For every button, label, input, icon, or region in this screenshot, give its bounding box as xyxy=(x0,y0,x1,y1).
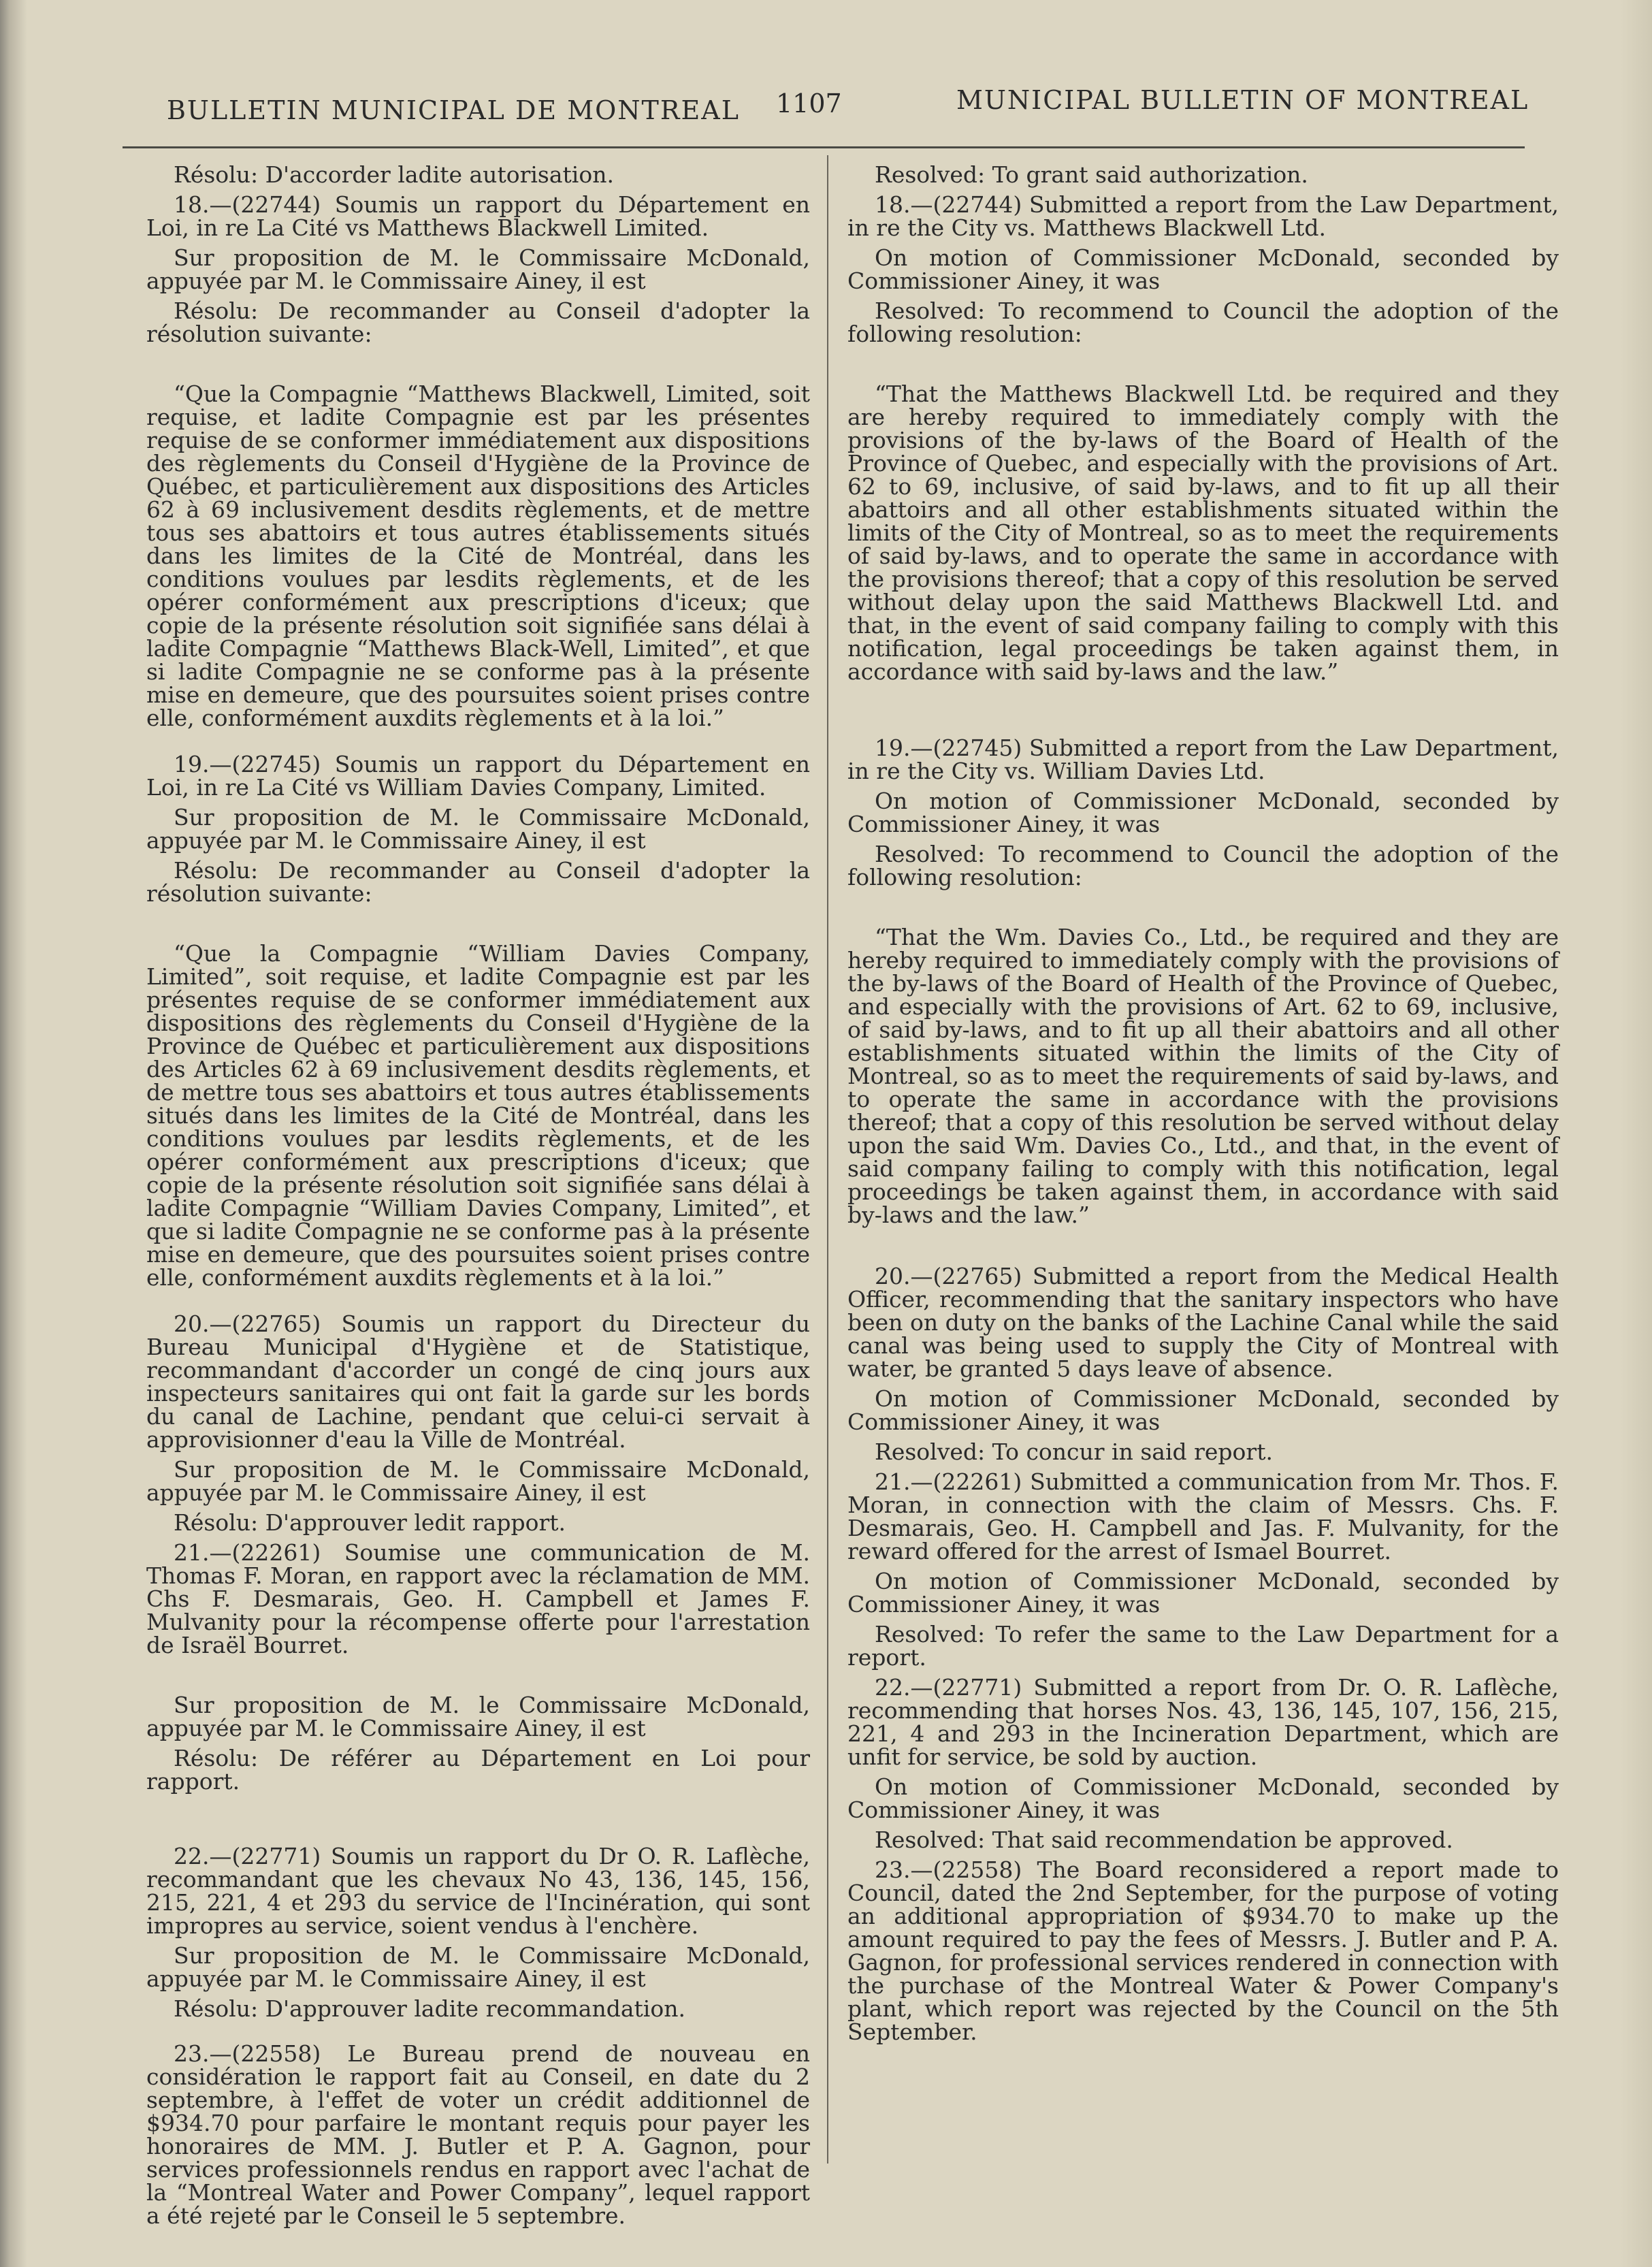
paragraph: Résolu: De référer au Département en Loi pour rapport. xyxy=(146,1745,810,1795)
paragraph: Résolu: De recommander au Conseil d'adopter la résolution suivante: xyxy=(146,857,810,907)
paragraph: 19.—(22745) Soumis un rapport du Département en Loi, in re La Cité vs William Davies Company, Limited. xyxy=(146,751,810,801)
paragraph: 21.—(22261) Soumise une communication de M. Thomas F. Moran, en rapport avec la réclamation de MM. Chs F. Desmarais, Geo. H. Campbell et James F. Mulvanity pour la récompense offerte pour l'arrestation de Israël Bourret. xyxy=(146,1539,810,1658)
english-column xyxy=(847,163,1559,2051)
paragraph: Résolu: D'approuver ladite recommandation. xyxy=(174,1995,685,2022)
spacer xyxy=(146,1664,810,1694)
paragraph: 18.—(22744) Submitted a report from the Law Department, in re the City vs. Matthews Blackwell Ltd. xyxy=(847,191,1559,241)
column-divider xyxy=(827,155,828,2164)
paragraph: On motion of Commissioner McDonald, seconded by Commissioner Ainey, it was xyxy=(847,1385,1559,1435)
spacer xyxy=(847,1235,1559,1265)
paragraph: 22.—(22771) Submitted a report from Dr. O. R. Laflèche, recommending that horses Nos. 43, 136, 145, 107, 156, 215, 221, 4 and 293 in the Incineration Department, which are unfit for service, be sold by auction. xyxy=(847,1674,1559,1770)
quoted-resolution: “That the Wm. Davies Co., Ltd., be required and they are hereby required to immediately comply with the provisions of the by-laws of the Board of Health of the Province of Quebec, and especially with the provisions of Art. 62 to 69, inclusive, of said by-laws, and to fit up all their abattoirs and all other establishments situated within the limits of the City of Montreal, so as to meet the requirements of said by-laws, and to operate the same in accordance with the provisions thereof; that a copy of this resolution be served without delay upon the said Wm. Davies Co., Ltd., and that, in the event of said company failing to comply with this notification, legal proceedings be taken against them, in accordance with said by-laws and the law.” xyxy=(847,924,1559,1228)
paragraph: On motion of Commissioner McDonald, seconded by Commissioner Ainey, it was xyxy=(847,788,1559,837)
paragraph: Resolved: To grant said authorization. xyxy=(875,161,1308,188)
quoted-resolution: “Que la Compagnie “Matthews Blackwell, Limited, soit requise, et ladite Compagnie est par les présentes requise de se conformer immédiatement aux dispositions des règlements du Conseil d'Hygiène de la Province de Québec, et particulièrement aux dispositions des Articles 62 à 69 inclusivement desdits règlements, et de mettre tous ses abattoirs et tous autres établissements situés dans les limites de la Cité de Montréal, dans les conditions voulues par lesdits règlements, et de les opérer conformément aux prescriptions d'iceux; que copie de la présente résolution soit signifiée sans délai à ladite Compagnie “Matthews Black-Well, Limited”, et que si ladite Compagnie ne se conforme pas à la présente mise en demeure, que des poursuites soient prises contre elle, conformément auxdits règlements et à la loi.” xyxy=(146,381,810,731)
paragraph: Resolved: To refer the same to the Law Department for a report. xyxy=(847,1621,1559,1671)
paragraph: Sur proposition de M. le Commissaire McDonald, appuyée par M. le Commissaire Ainey, il est xyxy=(146,1692,810,1741)
paragraph: 23.—(22558) Le Bureau prend de nouveau en considération le rapport fait au Conseil, en date du 2 septembre, à l'effet de voter un crédit additionnel de $934.70 pour parfaire le montant requis pour payer les honoraires de MM. J. Butler et P. A. Gagnon, pour services professionnels rendus en rapport avec l'achat de la “Montreal Water and Power Company”, lequel rapport a été rejeté par le Conseil le 5 septembre. xyxy=(146,2040,810,2229)
header-title-french: BULLETIN MUNICIPAL DE MONTREAL xyxy=(167,95,740,125)
paragraph: Sur proposition de M. le Commissaire McDonald, appuyée par M. le Commissaire Ainey, il est xyxy=(146,804,810,854)
paragraph: Resolved: To recommend to Council the adoption of the following resolution: xyxy=(847,841,1559,890)
paragraph: Resolved: To concur in said report. xyxy=(875,1438,1273,1465)
paragraph: Résolu: D'approuver ledit rapport. xyxy=(174,1509,566,1536)
paragraph: Resolved: To recommend to Council the adoption of the following resolution: xyxy=(847,298,1559,347)
paragraph: Résolu: De recommander au Conseil d'adopter la résolution suivante: xyxy=(146,298,810,347)
spacer xyxy=(146,1800,810,1845)
paragraph: Sur proposition de M. le Commissaire McDonald, appuyée par M. le Commissaire Ainey, il est xyxy=(146,1456,810,1506)
paragraph: 19.—(22745) Submitted a report from the Law Department, in re the City vs. William Davies Ltd. xyxy=(847,735,1559,784)
page-header xyxy=(0,75,1652,129)
paragraph: On motion of Commissioner McDonald, seconded by Commissioner Ainey, it was xyxy=(847,1568,1559,1618)
paragraph: Résolu: D'accorder ladite autorisation. xyxy=(174,161,614,188)
quoted-resolution: “Que la Compagnie “William Davies Company, Limited”, soit requise, et ladite Compagnie est par les présentes requise de se conformer immédiatement aux dispositions des règlements du Conseil d'Hygiène de la Province de Québec et particulièrement aux dispositions des Articles 62 à 69 inclusivement desdits règlements, et de mettre tous ses abattoirs et tous autres établissements situés dans les limites de la Cité de Montréal, dans les conditions voulues par lesdits règlements, et de les opérer conformément aux prescriptions d'iceux; que copie de la présente résolution soit signifiée sans délai à ladite Compagnie “William Davies Company, Limited”, et que si ladite Compagnie ne se conforme pas à la présente mise en demeure, que des poursuites soient prises contre elle, conformément auxdits règlements et à la loi.” xyxy=(146,940,810,1291)
paragraph: 20.—(22765) Submitted a report from the Medical Health Officer, recommending that the sanitary inspectors who have been on duty on the banks of the Lachine Canal while the said canal was being used to supply the City of Montreal with water, be granted 5 days leave of absence. xyxy=(847,1263,1559,1382)
paragraph: 18.—(22744) Soumis un rapport du Département en Loi, in re La Cité vs Matthews Blackwell Limited. xyxy=(146,191,810,241)
header-title-english: MUNICIPAL BULLETIN OF MONTREAL xyxy=(956,85,1529,115)
paragraph: 20.—(22765) Soumis un rapport du Directeur du Bureau Municipal d'Hygiène et de Statistique, recommandant d'accorder un congé de cinq jours aux inspecteurs sanitaires qui ont fait la garde sur les bords du canal de Lachine, pendant que celui-ci servait à approvisionner d'eau la Ville de Montréal. xyxy=(146,1311,810,1453)
page-number: 1107 xyxy=(776,89,842,118)
paragraph: Resolved: That said recommendation be approved. xyxy=(875,1827,1453,1853)
french-column xyxy=(146,163,810,2234)
paragraph: Sur proposition de M. le Commissaire McDonald, appuyée par M. le Commissaire Ainey, il est xyxy=(146,244,810,294)
header-rule xyxy=(123,146,1525,148)
paragraph: 22.—(22771) Soumis un rapport du Dr O. R. Laflèche, recommandant que les chevaux No 43, 136, 145, 156, 215, 221, 4 et 293 du service de l'Incinération, qui sont impropres au service, soient vendus à l'enchère. xyxy=(146,1843,810,1939)
spacer xyxy=(146,353,810,383)
spacer xyxy=(146,912,810,942)
paragraph: 23.—(22558) The Board reconsidered a report made to Council, dated the 2nd September, for the purpose of voting an additional appropriation of $934.70 to make up the amount required to pay the fees of Messrs. J. Butler and P. A. Gagnon, for professional services rendered in connection with the purchase of the Montreal Water & Power Company's plant, which report was rejected by the Council on the 5th September. xyxy=(847,1856,1559,2045)
spacer xyxy=(847,353,1559,383)
paragraph: Sur proposition de M. le Commissaire McDonald, appuyée par M. le Commissaire Ainey, il est xyxy=(146,1942,810,1992)
paragraph: 21.—(22261) Submitted a communication from Mr. Thos. F. Moran, in connection with the claim of Messrs. Chs. F. Desmarais, Geo. H. Campbell and Jas. F. Mulvanity, for the reward offered for the arrest of Ismael Bourret. xyxy=(847,1468,1559,1564)
spacer xyxy=(847,896,1559,926)
spacer xyxy=(847,692,1559,737)
paragraph: On motion of Commissioner McDonald, seconded by Commissioner Ainey, it was xyxy=(847,244,1559,294)
paragraph: On motion of Commissioner McDonald, seconded by Commissioner Ainey, it was xyxy=(847,1773,1559,1823)
quoted-resolution: “That the Matthews Blackwell Ltd. be required and they are hereby required to immediately comply with the provisions of the by-laws of the Board of Health of the Province of Quebec, and especially with the provisions of Art. 62 to 69, inclusive, of said by-laws, and to fit up all their abattoirs and all other establishments situated within the limits of the City of Montreal, so as to meet the requirements of said by-laws, and to operate the same in accordance with the provisions thereof; that a copy of this resolution be served without delay upon the said Matthews Blackwell Ltd. and that, in the event of said company failing to comply with this notification, legal proceedings be taken against them, in accordance with said by-laws and the law.” xyxy=(847,381,1559,685)
